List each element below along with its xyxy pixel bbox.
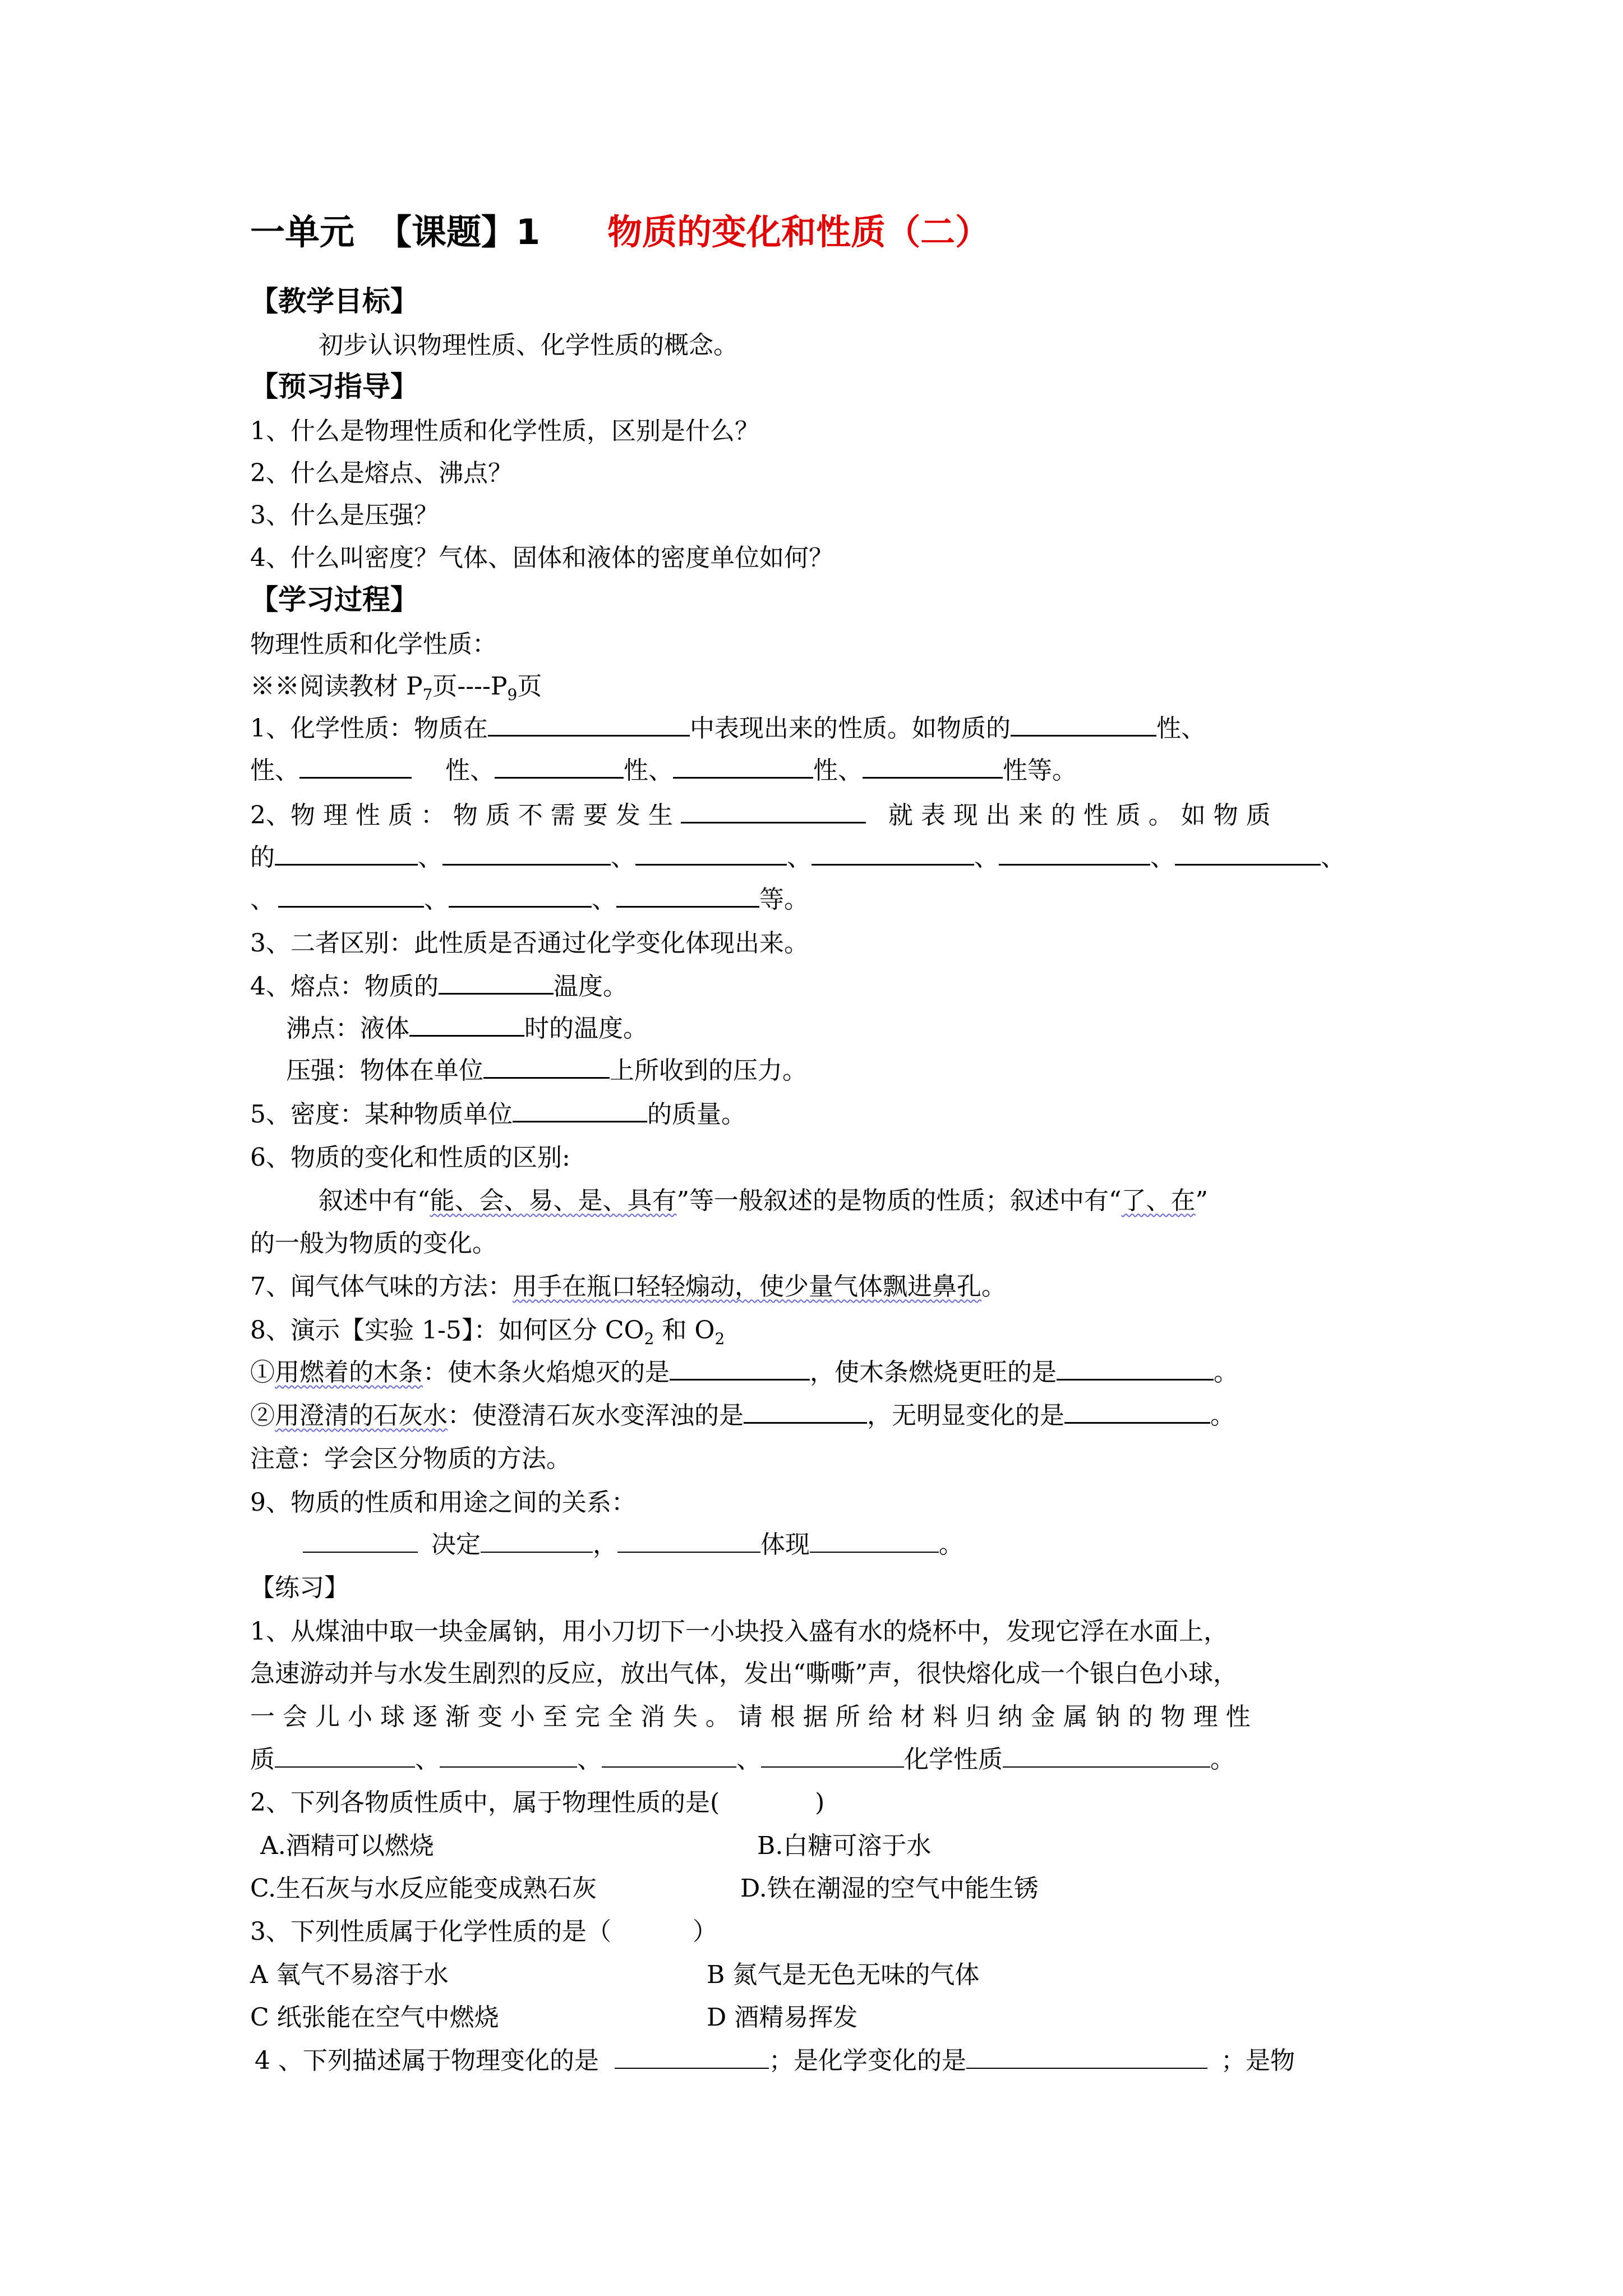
practice-2-option-b: B.白糖可溶于水 <box>757 1832 932 1860</box>
blank[interactable] <box>449 884 592 908</box>
question-5: 5、密度：某种物质单位 的质量。 <box>250 1098 746 1131</box>
question-8-note: 注意：学会区分物质的方法。 <box>250 1444 571 1473</box>
blank[interactable] <box>999 841 1150 866</box>
practice-3-option-a: A 氧气不易溶于水 <box>250 1961 449 1989</box>
blank[interactable] <box>483 1055 610 1079</box>
blank[interactable] <box>1003 1744 1210 1768</box>
question-8-heading: 8、演示【实验 1-5】：如何区分 $CO_2$ 和 $O_2$ <box>250 1316 725 1348</box>
question-4-line-2: 沸点：液体 时的温度。 <box>286 1013 648 1045</box>
blank[interactable] <box>1011 712 1156 737</box>
blank[interactable] <box>602 1744 736 1768</box>
practice-2-question: 2、下列各物质性质中，属于物理性质的是( ) <box>250 1788 825 1817</box>
question-8-line-2: ②用澄清的石灰水：使澄清石灰水变浑浊的是 ，无明显变化的是 。 <box>250 1400 1235 1432</box>
blank[interactable] <box>635 841 787 866</box>
blank[interactable] <box>495 754 624 779</box>
goal-text: 初步认识物理性质、化学性质的概念。 <box>319 331 738 360</box>
question-9-line: 决定 ， 体现 。 <box>303 1529 963 1561</box>
question-4-line-3: 压强：物体在单位 上所收到的压力。 <box>286 1055 807 1087</box>
practice-1-line-1: 1、从煤油中取一块金属钠，用小刀切下一小块投入盛有水的烧杯中，发现它浮在水面上， <box>250 1617 1228 1646</box>
reading-assignment: ※※阅读教材 $P_7$页$----P_9$页 <box>250 672 542 704</box>
blank[interactable] <box>299 754 412 779</box>
practice-1-line-3: 一 会 儿 小 球 逐 渐 变 小 至 完 全 消 失 。 请 根 据 所 给 材 料 归 纳 金 属 钠 的 物 理 性 <box>250 1703 1251 1731</box>
preview-item-3: 3、什么是压强？ <box>250 501 439 530</box>
blank[interactable] <box>811 841 974 866</box>
title-lesson: 【课题】1 <box>377 211 541 252</box>
heading-process: 【学习过程】 <box>250 583 418 616</box>
practice-3-option-d: D 酒精易挥发 <box>707 2003 858 2032</box>
practice-4-line: 4 、下列描述属于物理变化的是 ；是化学变化的是 ；是物 <box>255 2046 1295 2075</box>
practice-3-question: 3、下列性质属于化学性质的是（ ） <box>250 1917 717 1946</box>
blank[interactable] <box>1175 841 1321 866</box>
blank[interactable] <box>409 1013 524 1037</box>
blank[interactable] <box>966 2045 1207 2069</box>
question-1-line-1: 1、化学性质：物质在 中表现出来的性质。如物质的 性、 <box>250 712 1206 745</box>
blank[interactable] <box>744 1400 867 1424</box>
blank[interactable] <box>481 1529 593 1553</box>
question-3: 3、二者区别：此性质是否通过化学变化体现出来。 <box>250 929 809 958</box>
blank[interactable] <box>278 884 424 908</box>
practice-1-line-4: 质 、 、 、 化学性质 。 <box>250 1745 1235 1774</box>
page-title <box>250 212 990 252</box>
heading-preview: 【预习指导】 <box>250 370 418 403</box>
blank[interactable] <box>1064 1400 1210 1424</box>
question-6-line-2: 的一般为物质的变化。 <box>250 1229 497 1258</box>
blank[interactable] <box>617 1529 760 1553</box>
blank[interactable] <box>810 1529 939 1553</box>
preview-item-4: 4、什么叫密度？气体、固体和液体的密度单位如何？ <box>250 544 833 572</box>
practice-3-option-c: C 纸张能在空气中燃烧 <box>250 2003 499 2032</box>
blank[interactable] <box>275 841 418 866</box>
preview-item-2: 2、什么是熔点、沸点？ <box>250 459 513 487</box>
question-1-line-2: 性、 性、 性、 性、 性等。 <box>250 754 1077 787</box>
question-7: 7、闻气体气味的方法：用手在瓶口轻轻煽动，使少量气体飘进鼻孔。 <box>250 1272 1006 1301</box>
blank[interactable] <box>442 841 611 866</box>
question-9-heading: 9、物质的性质和用途之间的关系： <box>250 1488 636 1517</box>
preview-item-1: 1、什么是物理性质和化学性质，区别是什么？ <box>250 417 759 445</box>
blank[interactable] <box>275 1744 415 1768</box>
question-2-line-1: 2、物 理 性 质 ： 物 质 不 需 要 发 生 就 表 现 出 来 的 性 质 。 如 物 质 <box>250 799 1271 832</box>
question-2-line-2: 的 、 、 、 、 、 、 <box>250 841 1345 874</box>
blank[interactable] <box>303 1529 418 1553</box>
blank[interactable] <box>1057 1356 1214 1381</box>
question-6-line-1: 叙述中有“能、会、易、是、具有”等一般叙述的是物质的性质；叙述中有“了、在” <box>319 1186 1208 1215</box>
blank[interactable] <box>616 884 759 908</box>
blank[interactable] <box>681 799 866 823</box>
blank[interactable] <box>863 754 1003 779</box>
practice-2-option-a: A.酒精可以燃烧 <box>260 1832 434 1860</box>
process-intro: 物理性质和化学性质： <box>250 630 497 659</box>
blank[interactable] <box>673 754 813 779</box>
heading-goals: 【教学目标】 <box>250 285 418 318</box>
question-4-line-1: 4、熔点：物质的 温度。 <box>250 970 628 1003</box>
practice-3-option-b: B 氮气是无色无味的气体 <box>707 1961 980 1989</box>
blank[interactable] <box>615 2045 769 2069</box>
title-unit: 一单元 <box>250 211 355 252</box>
question-2-line-3: 、 、 、 等。 <box>250 884 809 916</box>
practice-1-line-2: 急速游动并与水发生剧烈的反应，放出气体，发出“嘶嘶”声，很快熔化成一个银白色小球， <box>250 1659 1238 1688</box>
heading-practice: 【练习】 <box>250 1573 349 1602</box>
blank[interactable] <box>488 712 690 737</box>
question-8-line-1: ①用燃着的木条：使木条火焰熄灭的是 ，使木条燃烧更旺的是 。 <box>250 1356 1238 1389</box>
practice-2-option-c: C.生石灰与水反应能变成熟石灰 <box>250 1874 597 1903</box>
question-6-heading: 6、物质的变化和性质的区别: <box>250 1143 570 1172</box>
practice-2-option-d: D.铁在潮湿的空气中能生锈 <box>740 1874 1039 1903</box>
blank[interactable] <box>440 1744 577 1768</box>
blank[interactable] <box>670 1356 810 1381</box>
blank[interactable] <box>761 1744 904 1768</box>
title-topic: 物质的变化和性质（二） <box>607 211 990 252</box>
blank[interactable] <box>439 970 554 995</box>
blank[interactable] <box>513 1098 647 1122</box>
